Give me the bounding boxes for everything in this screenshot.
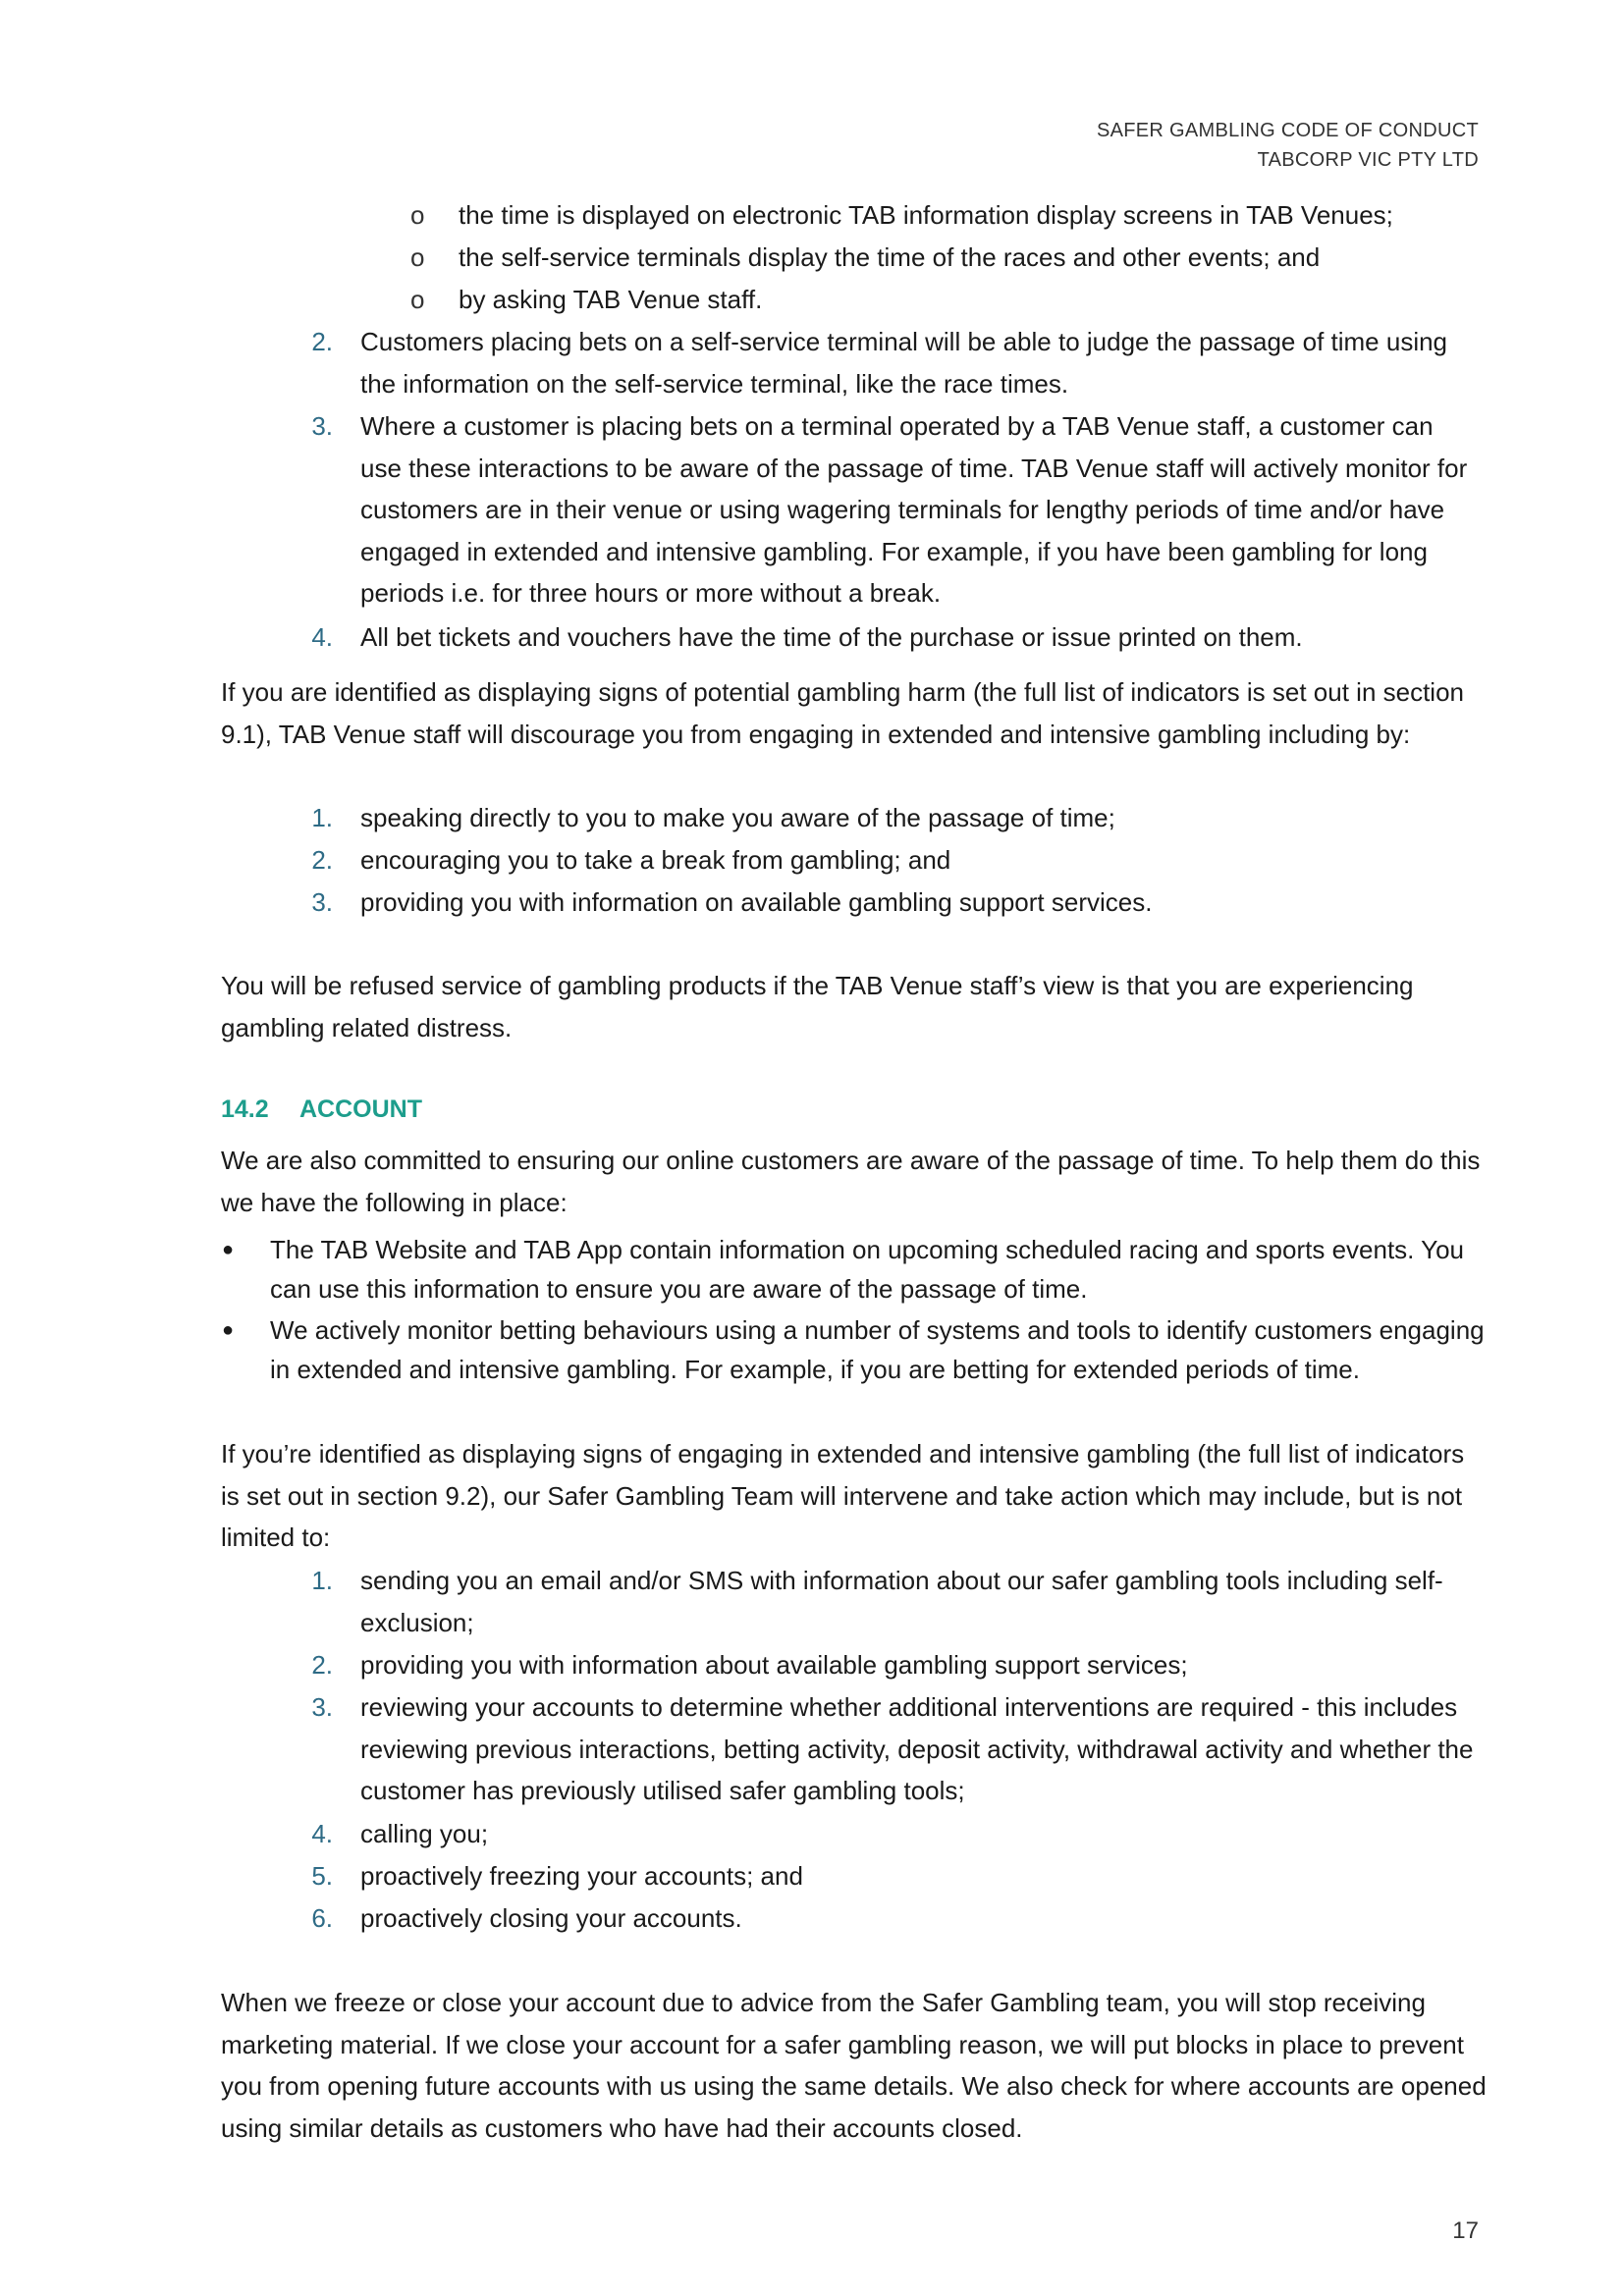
list-item: encouraging you to take a break from gambling; and [360, 845, 951, 875]
list-number: 3. [311, 1692, 333, 1722]
sub-bullet-marker: o [410, 242, 425, 272]
list-number: 5. [311, 1861, 333, 1891]
section-number: 14.2 [221, 1095, 269, 1123]
list-item: sending you an email and/or SMS with information about our safer gambling tools including self-exclusion; [360, 1566, 1443, 1637]
sub-bullet-marker: o [410, 285, 425, 314]
list-item: providing you with information about available gambling support services; [360, 1650, 1188, 1680]
sub-bullet-item: by asking TAB Venue staff. [459, 285, 763, 314]
list-number: 4. [311, 622, 333, 652]
list-number: 2. [311, 845, 333, 875]
page-header [1097, 116, 1479, 175]
list-item: proactively freezing your accounts; and [360, 1861, 803, 1891]
list-number: 3. [311, 411, 333, 441]
list-item: Where a customer is placing bets on a terminal operated by a TAB Venue staff, a customer can use these interactions to be aware of the passage of time. TAB Venue staff will actively monitor for customers are in their venue or using wagering terminals for lengthy periods of time and/or have engaged in extended and intensive gambling. For example, if you have been gambling for long periods i.e. for three hours or more without a break. [360, 411, 1468, 608]
list-number: 3. [311, 887, 333, 917]
list-number: 4. [311, 1819, 333, 1848]
list-number: 1. [311, 1566, 333, 1595]
page-number: 17 [1452, 2217, 1479, 2244]
paragraph-refused-service: You will be refused service of gambling products if the TAB Venue staff’s view is that you are experiencing gambling related distress. [221, 971, 1414, 1042]
sub-bullet-item: the self-service terminals display the time of the races and other events; and [459, 242, 1321, 272]
section-title: ACCOUNT [299, 1095, 422, 1123]
list-number: 2. [311, 1650, 333, 1680]
bullet-item: The TAB Website and TAB App contain information on upcoming scheduled racing and sports events. You can use this information to ensure you are aware of the passage of time. [270, 1235, 1465, 1304]
bullet-icon: ● [222, 1239, 235, 1260]
paragraph-account-closure: When we freeze or close your account due to advice from the Safer Gambling team, you will stop receiving marketing material. If we close your account for a safer gambling reason, we will put blocks in place to prevent you from opening future accounts with us using the same details. We also check for where accounts are opened using similar details as customers who have had their accounts closed. [221, 1988, 1487, 2143]
list-item: speaking directly to you to make you aware of the passage of time; [360, 803, 1115, 832]
paragraph-online-customers: We are also committed to ensuring our online customers are aware of the passage of time. To help them do this we have the following in place: [221, 1146, 1481, 1217]
header-company-name: TABCORP VIC PTY LTD [1257, 149, 1479, 171]
list-number: 6. [311, 1903, 333, 1933]
list-number: 1. [311, 803, 333, 832]
bullet-icon: ● [222, 1319, 235, 1341]
bullet-item: We actively monitor betting behaviours using a number of systems and tools to identify customers engaging in extended and intensive gambling. For example, if you are betting for extended periods of time. [270, 1315, 1485, 1384]
list-item: calling you; [360, 1819, 489, 1848]
list-item: Customers placing bets on a self-service terminal will be able to judge the passage of time using the information on the self-service terminal, like the race times. [360, 327, 1448, 399]
paragraph-safer-gambling-team: If you’re identified as displaying signs of engaging in extended and intensive gambling (the full list of indicators is set out in section 9.2), our Safer Gambling Team will intervene and take action which may include, but is not limited to: [221, 1439, 1465, 1552]
sub-bullet-marker: o [410, 200, 425, 230]
list-item: All bet tickets and vouchers have the time of the purchase or issue printed on them. [360, 622, 1303, 652]
list-item: providing you with information on available gambling support services. [360, 887, 1153, 917]
list-item: reviewing your accounts to determine whether additional interventions are required - this includes reviewing previous interactions, betting activity, deposit activity, withdrawal activity and whether the customer has previously utilised safer gambling tools; [360, 1692, 1474, 1805]
paragraph-venue-staff-intervention: If you are identified as displaying signs of potential gambling harm (the full list of indicators is set out in section 9.1), TAB Venue staff will discourage you from engaging in extended and intensive gambling including by: [221, 677, 1465, 749]
sub-bullet-item: the time is displayed on electronic TAB information display screens in TAB Venues; [459, 200, 1393, 230]
section-heading [221, 1090, 422, 1129]
list-number: 2. [311, 327, 333, 356]
list-item: proactively closing your accounts. [360, 1903, 742, 1933]
header-document-title: SAFER GAMBLING CODE OF CONDUCT [1096, 120, 1479, 141]
